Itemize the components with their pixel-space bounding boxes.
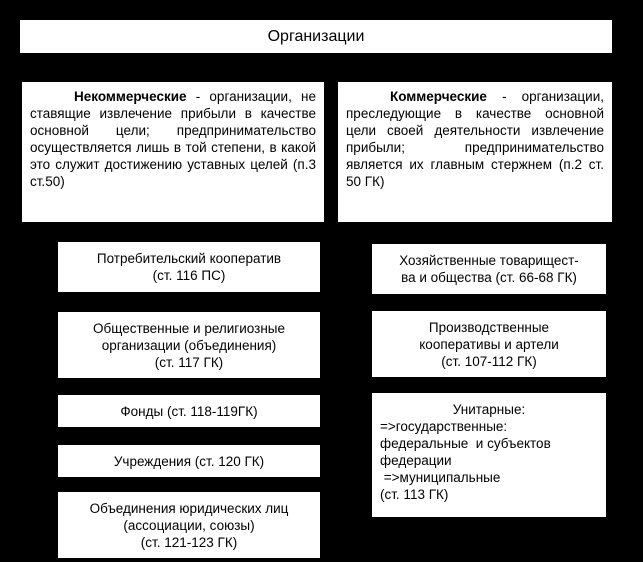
type-label-line: (ст. 107-112 ГК) [441,353,537,369]
noncommercial-type-box [58,312,320,378]
type-label-line: кооперативы и артели [419,336,559,352]
type-label-line: Хозяйственные товарищест- [399,253,579,268]
noncommercial-type-box [58,492,320,558]
diagram-title: Организации [267,28,365,45]
noncommercial-text: - организации, не ставящие извлечение прибыли в качестве основной цели; предпринимательство осуществляется лишь в той степени, в какой это служит достижению уставных целей (п.3 ст.50) [30,89,316,189]
type-label-line: Учреждения (ст. 120 ГК) [113,453,265,469]
type-label-line: (ст. 117 ГК) [154,354,224,370]
commercial-type-box [372,393,606,517]
noncommercial-type-box [58,395,320,427]
noncommercial-box [22,82,324,222]
type-label-line: Фонды (ст. 118-119ГК) [120,403,258,419]
commercial-box [338,82,612,222]
type-label-line: ва и общества (ст. 66-68 ГК) [401,270,577,285]
commercial-type-box [372,311,606,377]
type-label-line: Объединения юридических лиц [89,500,289,516]
noncommercial-type-box [58,242,320,292]
commercial-type-box [372,244,606,294]
type-label-line: (ст. 113 ГК) [380,487,449,502]
commercial-text: - организации, преследующие в качестве основной цели своей деятельности извлечение прибыли; предпринимательство является их главным стержнем (п.2 ст. 50 ГК) [346,89,604,189]
commercial-heading: Коммерческие [390,89,487,104]
type-label-line: организации (объединения) [101,337,277,353]
noncommercial-type-box [58,445,320,477]
type-label-line: (ст. 121-123 ГК) [140,534,238,550]
type-label-line: =>государственные: [380,419,508,434]
noncommercial-heading: Некоммерческие [74,89,187,104]
type-label-line: федеральные и субъектов [380,436,551,451]
type-label-line: Потребительский кооператив [96,251,282,266]
type-label-line: (ст. 116 ПС) [152,268,226,283]
type-label-line: (ассоциации, союзы) [123,517,255,533]
type-label-line: Унитарные: [452,402,526,417]
type-label-line: =>муниципальные [380,470,501,485]
diagram-title-box [20,20,612,53]
type-label-line: Производственные [428,319,550,335]
type-label-line: Общественные и религиозные [93,320,285,336]
type-label-line: федерации [380,453,452,468]
